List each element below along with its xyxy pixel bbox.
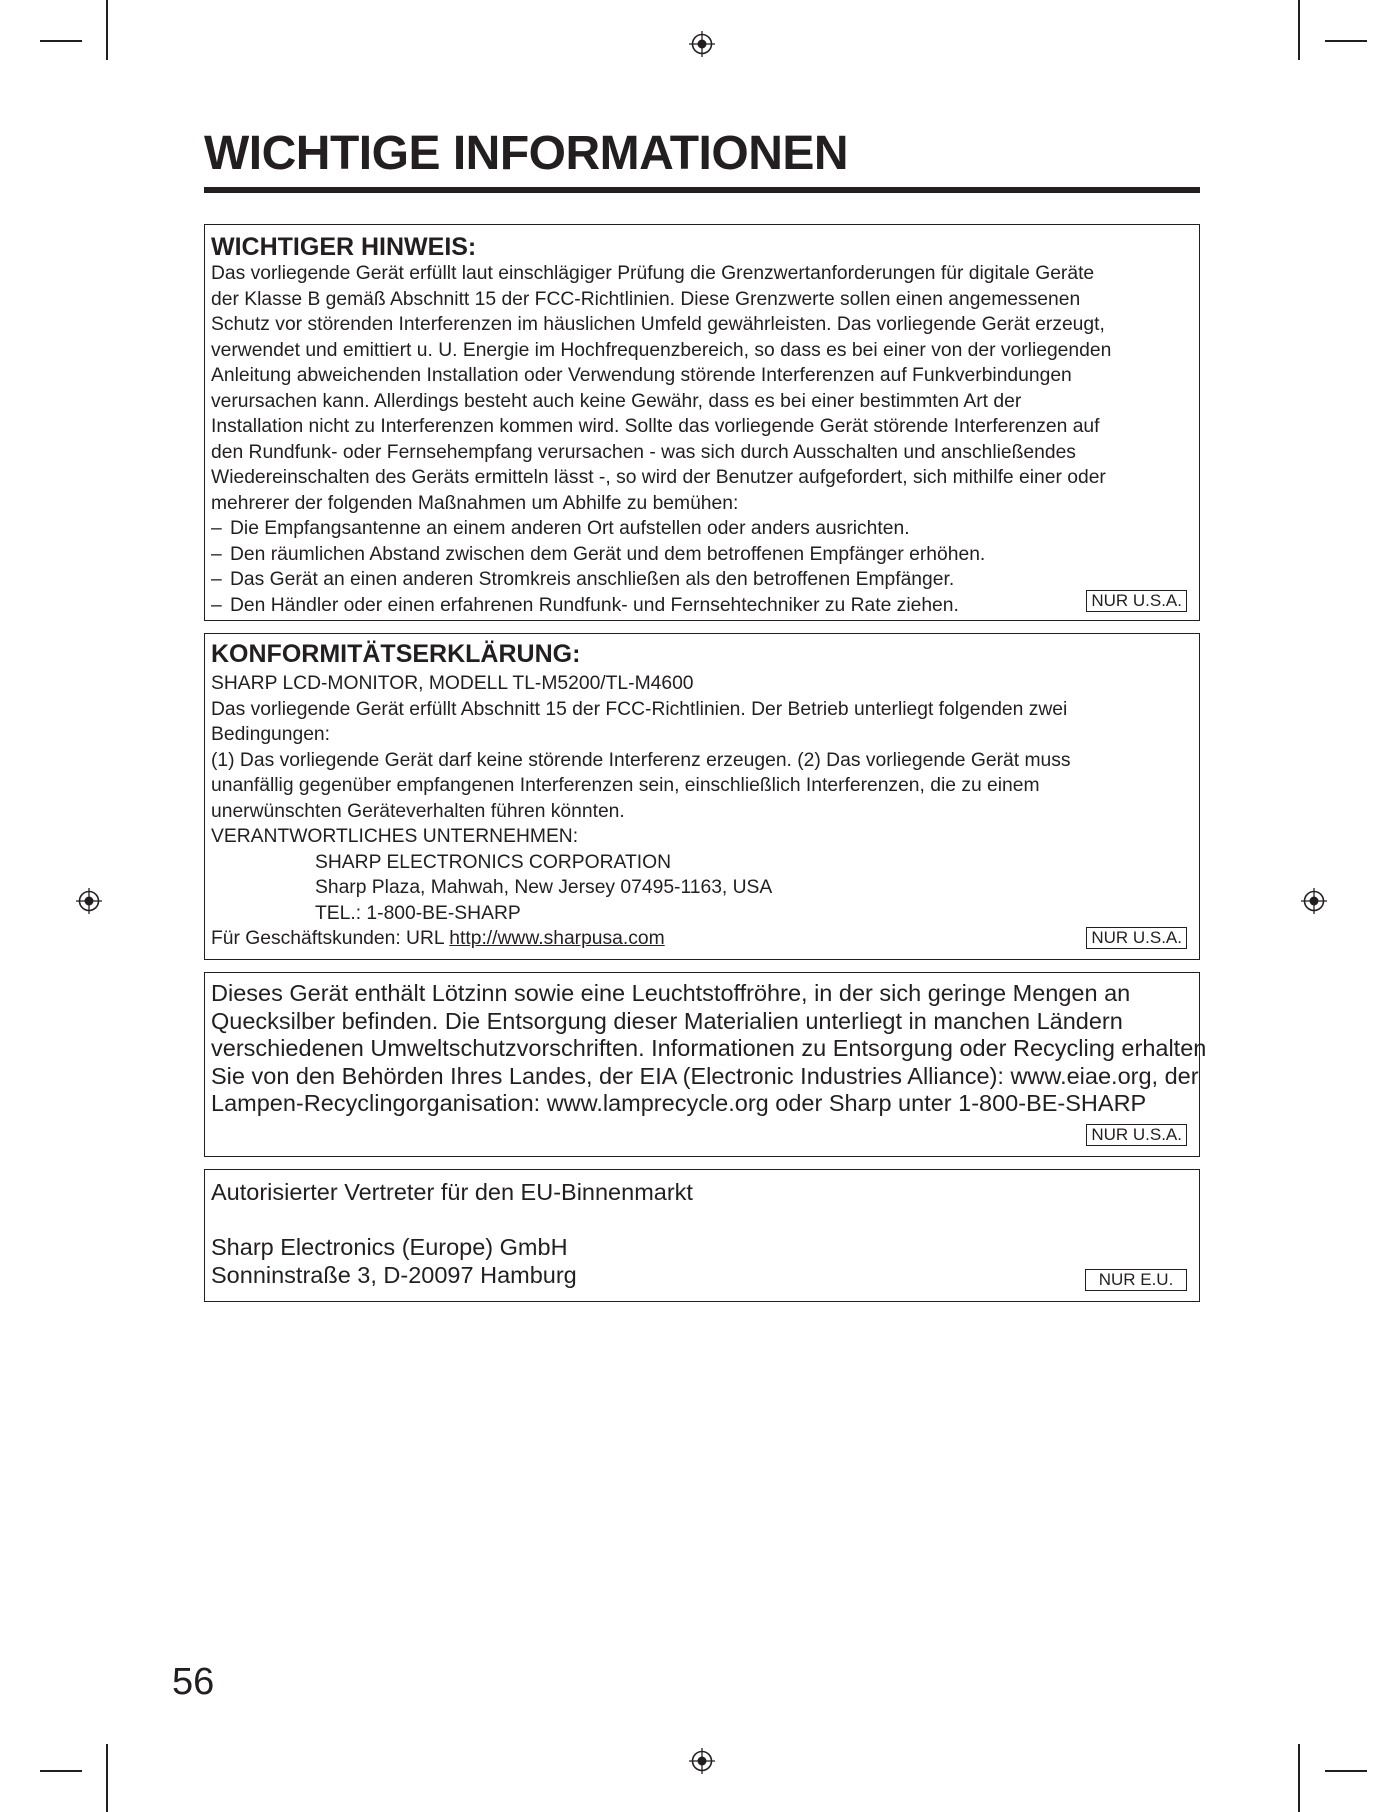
measure-item — [211, 593, 1193, 619]
notice-line: mehrerer der folgenden Maßnahmen um Abhilfe zu bemühen: — [211, 492, 739, 514]
region-tag: NUR U.S.A. — [1086, 1124, 1187, 1146]
measure-text: Den räumlichen Abstand zwischen dem Gerät und dem betroffenen Empfänger erhöhen. — [230, 543, 986, 565]
region-tag: NUR E.U. — [1085, 1269, 1187, 1291]
important-notice-box — [204, 224, 1200, 621]
disposal-box — [204, 972, 1207, 1157]
disposal-line: Sie von den Behörden Ihres Landes, der EIA (Electronic Industries Alliance): www.eiae.org, der — [211, 1062, 1199, 1089]
crop-mark-top-left-h — [40, 40, 82, 42]
conformity-line: Bedingungen: — [211, 724, 331, 745]
page-title: WICHTIGE INFORMATIONEN — [204, 127, 849, 180]
notice-line: verursachen kann. Allerdings besteht auch keine Gewähr, dass es bei einer bestimmten Art der — [211, 390, 1022, 412]
page-number: 56 — [172, 1661, 215, 1703]
company-address-line: SHARP ELECTRONICS CORPORATION — [315, 851, 672, 873]
conformity-line: unerwünschten Geräteverhalten führen könnten. — [211, 800, 625, 822]
crop-mark-bottom-right-v — [1298, 1744, 1300, 1812]
disposal-line: verschiedenen Umweltschutzvorschriften. Informationen zu Entsorgung oder Recycling erhalten — [211, 1035, 1207, 1061]
disposal-line: Lampen-Recyclingorganisation: www.lamprecycle.org oder Sharp unter 1-800-BE-SHARP — [211, 1090, 1147, 1116]
notice-text — [211, 261, 1193, 618]
registration-mark-icon — [689, 31, 715, 57]
eu-heading: Autorisierter Vertreter für den EU-Binnenmarkt — [211, 1179, 693, 1205]
eu-representative-box — [204, 1169, 1200, 1302]
measure-item — [211, 542, 1193, 568]
registration-mark-icon — [689, 1748, 715, 1774]
crop-mark-bottom-left-v — [106, 1744, 108, 1812]
crop-mark-bottom-right-h — [1325, 1770, 1367, 1772]
url-label: Für Geschäftskunden: URL — [211, 928, 450, 949]
company-address-line: Sharp Plaza, Mahwah, New Jersey 07495-1163, USA — [315, 877, 773, 898]
sharpusa-link[interactable]: http://www.sharpusa.com — [449, 928, 665, 949]
notice-heading: WICHTIGER HINWEIS: — [211, 233, 477, 261]
notice-line: Installation nicht zu Interferenzen kommen wird. Sollte das vorliegende Gerät störende Interferenzen auf — [211, 416, 1100, 437]
crop-mark-top-right-h — [1325, 40, 1367, 42]
region-tag: NUR U.S.A. — [1086, 927, 1187, 949]
measure-item — [211, 567, 1193, 593]
registration-mark-icon — [76, 888, 102, 914]
dash-bullet: – — [211, 594, 222, 616]
conformity-box — [204, 633, 1200, 960]
crop-mark-top-right-v — [1298, 0, 1300, 60]
crop-mark-bottom-left-h — [40, 1770, 82, 1772]
registration-mark-icon — [1301, 888, 1327, 914]
measure-text: Das Gerät an einen anderen Stromkreis anschließen als den betroffenen Empfänger. — [230, 569, 955, 590]
title-rule — [204, 187, 1200, 193]
company-address-line: TEL.: 1-800-BE-SHARP — [315, 902, 521, 924]
blank-line — [211, 1207, 1193, 1235]
business-url-line — [211, 926, 1193, 952]
notice-line: Anleitung abweichenden Installation oder Verwendung störende Interferenzen auf Funkverbindungen — [211, 365, 1072, 386]
notice-line: den Rundfunk- oder Fernsehempfang verursachen - was sich durch Ausschalten und anschließendes — [211, 441, 1076, 463]
measure-item — [211, 516, 1193, 542]
conformity-line: unanfällig gegenüber empfangenen Interferenzen sein, einschließlich Interferenzen, die zu einem — [211, 775, 1040, 796]
disposal-line: Quecksilber befinden. Die Entsorgung dieser Materialien unterliegt in manchen Ländern — [211, 1007, 1123, 1034]
dash-bullet: – — [211, 543, 222, 565]
conformity-line: SHARP LCD-MONITOR, MODELL TL-M5200/TL-M4600 — [211, 673, 694, 694]
notice-line: der Klasse B gemäß Abschnitt 15 der FCC-Richtlinien. Diese Grenzwerte sollen einen angemessenen — [211, 288, 1081, 310]
conformity-line: Das vorliegende Gerät erfüllt Abschnitt 15 der FCC-Richtlinien. Der Betrieb unterliegt folgenden zwei — [211, 698, 1068, 720]
disposal-text — [211, 980, 1207, 1118]
disposal-line: Dieses Gerät enthält Lötzinn sowie eine Leuchtstoffröhre, in der sich geringe Mengen an — [211, 980, 1131, 1006]
dash-bullet: – — [211, 569, 222, 590]
conformity-heading: KONFORMITÄTSERKLÄRUNG: — [211, 640, 581, 668]
dash-bullet: – — [211, 518, 222, 539]
eu-address: Sonninstraße 3, D-20097 Hamburg — [211, 1261, 577, 1288]
region-tag: NUR U.S.A. — [1086, 590, 1187, 612]
eu-company: Sharp Electronics (Europe) GmbH — [211, 1234, 568, 1260]
conformity-text — [211, 671, 1193, 952]
crop-mark-top-left-v — [106, 0, 108, 60]
measure-text: Den Händler oder einen erfahrenen Rundfunk- und Fernsehtechniker zu Rate ziehen. — [230, 594, 959, 616]
conformity-line: (1) Das vorliegende Gerät darf keine störende Interferenz erzeugen. (2) Das vorliegende Gerät muss — [211, 749, 1071, 771]
eu-representative-text — [211, 1179, 1193, 1289]
notice-line: Das vorliegende Gerät erfüllt laut einschlägiger Prüfung die Grenzwertanforderungen für digitale Geräte — [211, 263, 1095, 284]
notice-line: Schutz vor störenden Interferenzen im häuslichen Umfeld gewährleisten. Das vorliegende Gerät erzeugt, — [211, 314, 1105, 335]
notice-line: Wiedereinschalten des Geräts ermitteln lässt -, so wird der Benutzer aufgefordert, sich mithilfe einer oder — [211, 467, 1106, 488]
measure-text: Die Empfangsantenne an einem anderen Ort aufstellen oder anders ausrichten. — [230, 518, 910, 539]
conformity-line: VERANTWORTLICHES UNTERNEHMEN: — [211, 826, 579, 847]
notice-line: verwendet und emittiert u. U. Energie im Hochfrequenzbereich, so dass es bei einer von der vorliegenden — [211, 339, 1112, 361]
